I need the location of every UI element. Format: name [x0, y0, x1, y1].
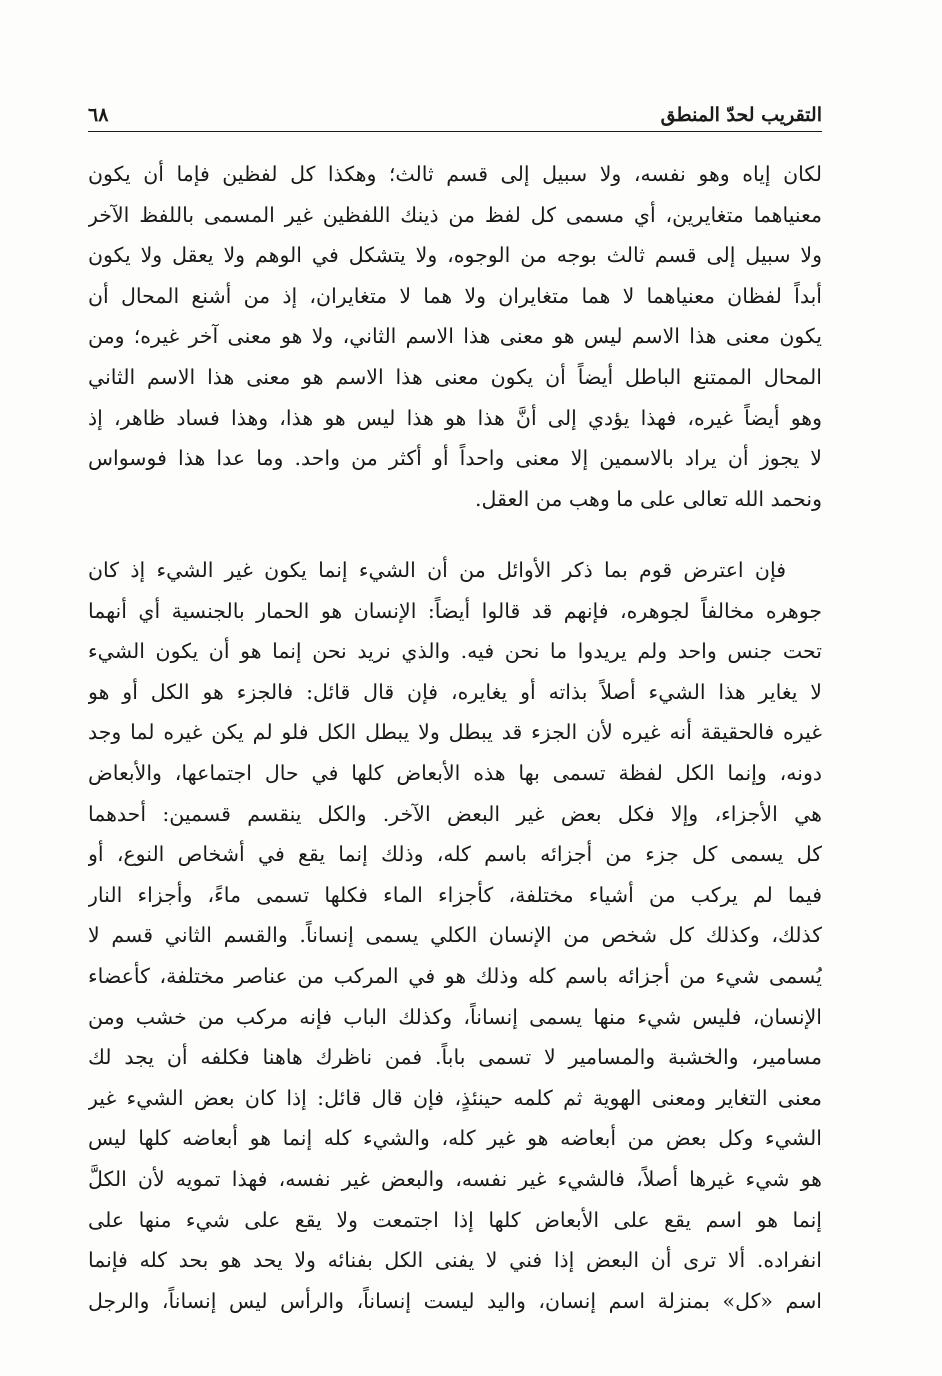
- text-line: معنى التغاير ومعنى الهوية ثم كلمه حينئذٍ، فإن قال قائل: إذا كان بعض الشيء غير: [88, 1085, 822, 1110]
- text-line: فإن اعترض قوم بما ذكر الأوائل من أن الشيء إنما يكون غير الشيء إذ كان: [88, 558, 786, 582]
- text-line: المحال الممتنع الباطل أيضاً أن يكون معنى هذا الاسم هو معنى هذا الاسم الثاني: [88, 364, 822, 389]
- text-line: مسامير، والخشبة والمسامير لا تسمى باباً. فمن ناظرك هاهنا فكلفه أن يجد لك: [88, 1045, 822, 1070]
- text-line: غيره فالحقيقة أنه غيره لأن الجزء قد يبطل ولا يبطل الكل فلو لم يكن غيره لما وجد: [88, 720, 822, 745]
- page-number: ٦٨: [88, 104, 109, 126]
- text-line: ونحمد الله تعالى على ما وهب من العقل.: [475, 486, 822, 511]
- text-line: دونه، وإنما الكل لفظة تسمى بها هذه الأبعاض كلها في حال اجتماعها، والأبعاض: [88, 760, 822, 785]
- text-line: هو شيء غيرها أصلاً، فالشيء غير نفسه، والبعض غير نفسه، فهذا تمويه لأن الكلَّ: [88, 1166, 822, 1191]
- text-line: يكون معنى هذا الاسم ليس هو معنى هذا الاسم الثاني، ولا هو معنى آخر غيره؛ ومن: [88, 324, 822, 349]
- text-line: الإنسان، فليس شيء منها يسمى إنساناً، وكذلك الباب فإنه مركب من خشب ومن: [88, 1004, 822, 1029]
- text-line: لا يجوز أن يراد بالاسمين إلا معنى واحداً أو أكثر من واحد. وما عدا هذا فوسواس: [88, 446, 822, 471]
- running-title: التقريب لحدّ المنطق: [660, 104, 822, 126]
- text-line: لكان إياه وهو نفسه، ولا سبيل إلى قسم ثالث؛ وهكذا كل لفظين فإما أن يكون: [88, 162, 822, 186]
- text-line: هي الأجزاء، وإلا فكل بعض غير البعض الآخر. والكل ينقسم قسمين: أحدهما: [88, 801, 822, 826]
- paragraph-1: [88, 154, 822, 519]
- text-line: فيما لم يركب من أشياء مختلفة، كأجزاء الماء فكلها تسمى ماءً، وأجزاء النار: [88, 882, 822, 907]
- text-line: أبداً لفظان معنياهما لا هما متغايران ولا هما لا متغايران، إذ من أشنع المحال أن: [88, 283, 822, 308]
- text-line: الشيء وكل بعض من أبعاضه هو غير كله، والشيء كله إنما هو أبعاضه كلها ليس: [88, 1126, 822, 1151]
- text-line: يُسمى شيء من أجزائه باسم كله وذلك هو في المركب من عناصر مختلفة، كأعضاء: [88, 963, 822, 988]
- text-line: جوهره مخالفاً لجوهره، فإنهم قد قالوا أيضاً: الإنسان هو الحمار بالجنسية أي أنهما: [88, 598, 822, 623]
- text-line: لا يغاير هذا الشيء أصلاً بذاته أو يغايره، فإن قال قائل: فالجزء هو الكل أو هو: [88, 679, 822, 704]
- header-rule: [88, 131, 822, 132]
- text-line: تحت جنس واحد ولم يريدوا ما نحن فيه. والذي نريد نحن إنما هو أن يكون الشيء: [88, 639, 822, 664]
- running-header: [88, 92, 822, 126]
- text-line: إنما هو اسم يقع على الأبعاض كلها إذا اجتمعت ولا يقع على شيء منها على: [88, 1207, 822, 1232]
- text-line: اسم «كل» بمنزلة اسم إنسان، واليد ليست إنساناً، والرأس ليس إنساناً، والرجل: [88, 1288, 822, 1313]
- text-line: ولا سبيل إلى قسم ثالث بوجه من الوجوه، ولا يتشكل في الوهم ولا يعقل ولا يكون: [88, 243, 822, 268]
- text-line: وهو أيضاً غيره، فهذا يؤدي إلى أنَّ هذا هو هذا ليس هو هذا، وهذا فساد ظاهر، إذ: [88, 405, 822, 430]
- text-line: كل يسمى كل جزء من أجزائه باسم كله، وذلك إنما يقع في أشخاص النوع، أو: [88, 842, 822, 867]
- text-line: معنياهما متغايرين، أي مسمى كل لفظ من ذينك اللفظين غير المسمى باللفظ الآخر: [88, 202, 822, 227]
- text-line: انفراده. ألا ترى أن البعض إذا فني لا يفنى الكل بفنائه ولا يحد هو بحد كله فإنما: [88, 1248, 822, 1273]
- text-line: كذلك، وكذلك كل شخص من الإنسان الكلي يسمى إنساناً. والقسم الثاني قسم لا: [88, 923, 822, 948]
- paragraph-2: [88, 550, 822, 1321]
